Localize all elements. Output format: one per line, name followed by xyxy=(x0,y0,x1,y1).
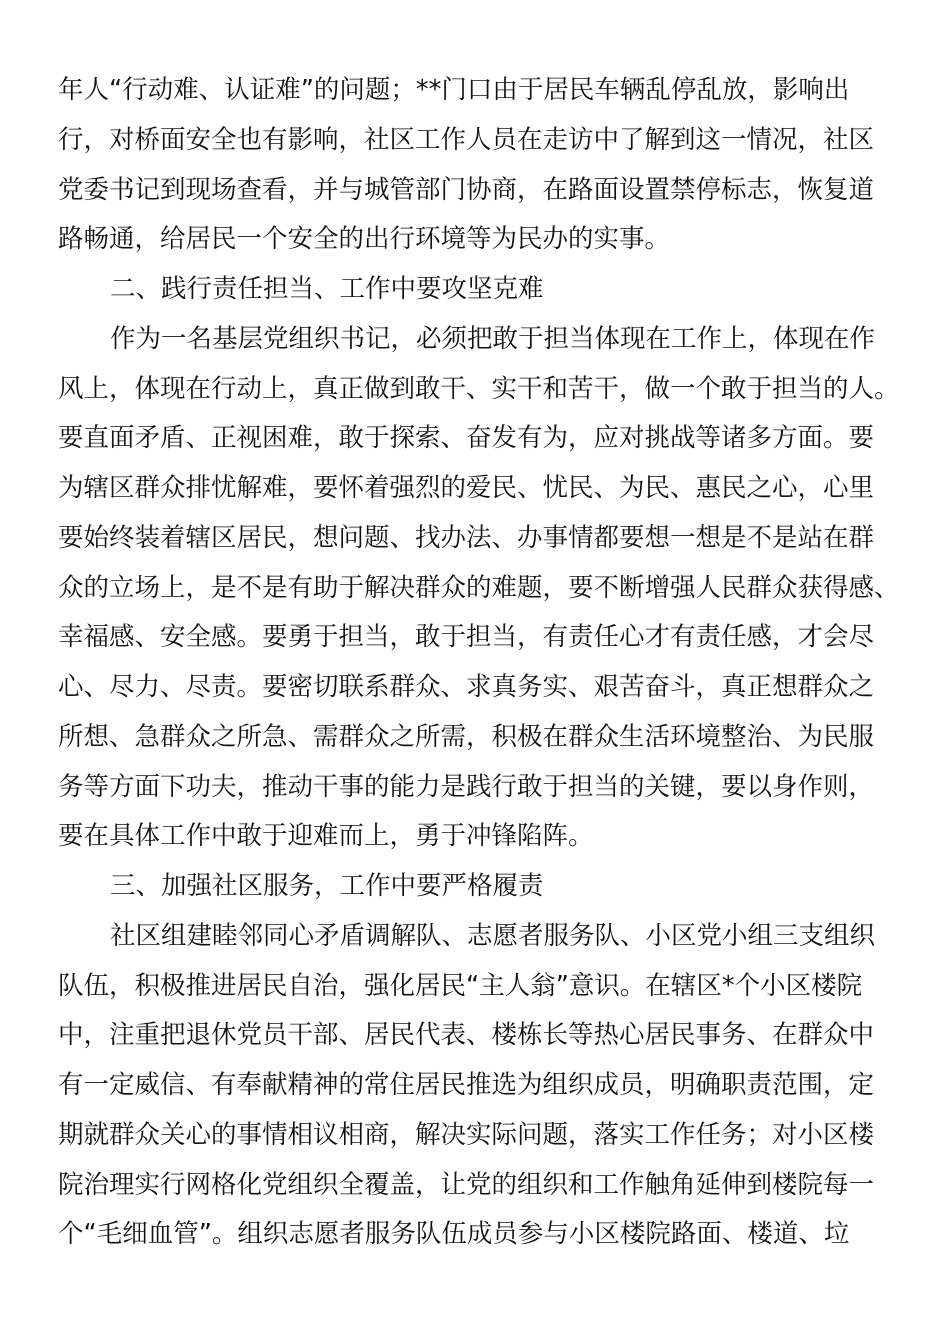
text-line: 作为一名基层党组织书记，必须把敢于担当体现在工作上，体现在作 xyxy=(110,323,876,354)
text-line: 要在具体工作中敢于迎难而上，勇于冲锋陷阵。 xyxy=(58,821,594,852)
text-line: 路畅通，给居民一个安全的出行环境等为民办的实事。 xyxy=(58,224,671,255)
text-line: 所想、急群众之所急、需群众之所需，积极在群众生活环境整治、为民服 xyxy=(58,721,875,752)
text-line: 年人“行动难、认证难”的问题；**门口由于居民车辆乱停乱放，影响出 xyxy=(58,75,850,105)
text-line: 要直面矛盾、正视困难，敢于探索、奋发有为，应对挑战等诸多方面。要 xyxy=(58,423,875,454)
text-line: 务等方面下功夫，推动干事的能力是践行敢于担当的关键，要以身作则， xyxy=(58,771,875,802)
section-heading: 三、加强社区服务，工作中要严格履责 xyxy=(110,871,544,901)
text-line: 院治理实行网格化党组织全覆盖，让党的组织和工作触角延伸到楼院每一 xyxy=(58,1169,875,1200)
text-line: 众的立场上，是不是有助于解决群众的难题，要不断增强人民群众获得感、 xyxy=(58,572,900,603)
text-line: 幸福感、安全感。要勇于担当，敢于担当，有责任心才有责任感，才会尽 xyxy=(58,622,875,653)
text-line: 党委书记到现场查看，并与城管部门协商，在路面设置禁停标志，恢复道 xyxy=(58,174,875,205)
text-line: 队伍，积极推进居民自治，强化居民“主人翁”意识。在辖区*个小区楼院 xyxy=(58,970,863,1001)
text-line: 中，注重把退休党员干部、居民代表、楼栋长等热心居民事务、在群众中 xyxy=(58,1020,875,1051)
text-line: 风上，体现在行动上，真正做到敢干、实干和苦干，做一个敢于担当的人。 xyxy=(58,373,900,404)
text-line: 行，对桥面安全也有影响，社区工作人员在走访中了解到这一情况，社区 xyxy=(58,124,875,155)
text-line: 期就群众关心的事情相议相商，解决实际问题，落实工作任务；对小区楼 xyxy=(58,1119,875,1150)
text-line: 为辖区群众排忧解难，要怀着强烈的爱民、忧民、为民、惠民之心，心里 xyxy=(58,473,875,503)
text-line: 个“毛细血管”。组织志愿者服务队伍成员参与小区楼院路面、楼道、垃 xyxy=(58,1219,850,1250)
text-line: 有一定威信、有奉献精神的常住居民推选为组织成员，明确职责范围，定 xyxy=(58,1070,875,1100)
text-line: 要始终装着辖区居民，想问题、找办法、办事情都要想一想是不是站在群 xyxy=(58,522,875,553)
document-page xyxy=(58,66,900,1260)
text-line: 社区组建睦邻同心矛盾调解队、志愿者服务队、小区党小组三支组织 xyxy=(110,920,876,951)
text-line: 心、尽力、尽责。要密切联系群众、求真务实、艰苦奋斗，真正想群众之 xyxy=(58,672,875,702)
section-heading: 二、践行责任担当、工作中要攻坚克难 xyxy=(110,274,544,304)
